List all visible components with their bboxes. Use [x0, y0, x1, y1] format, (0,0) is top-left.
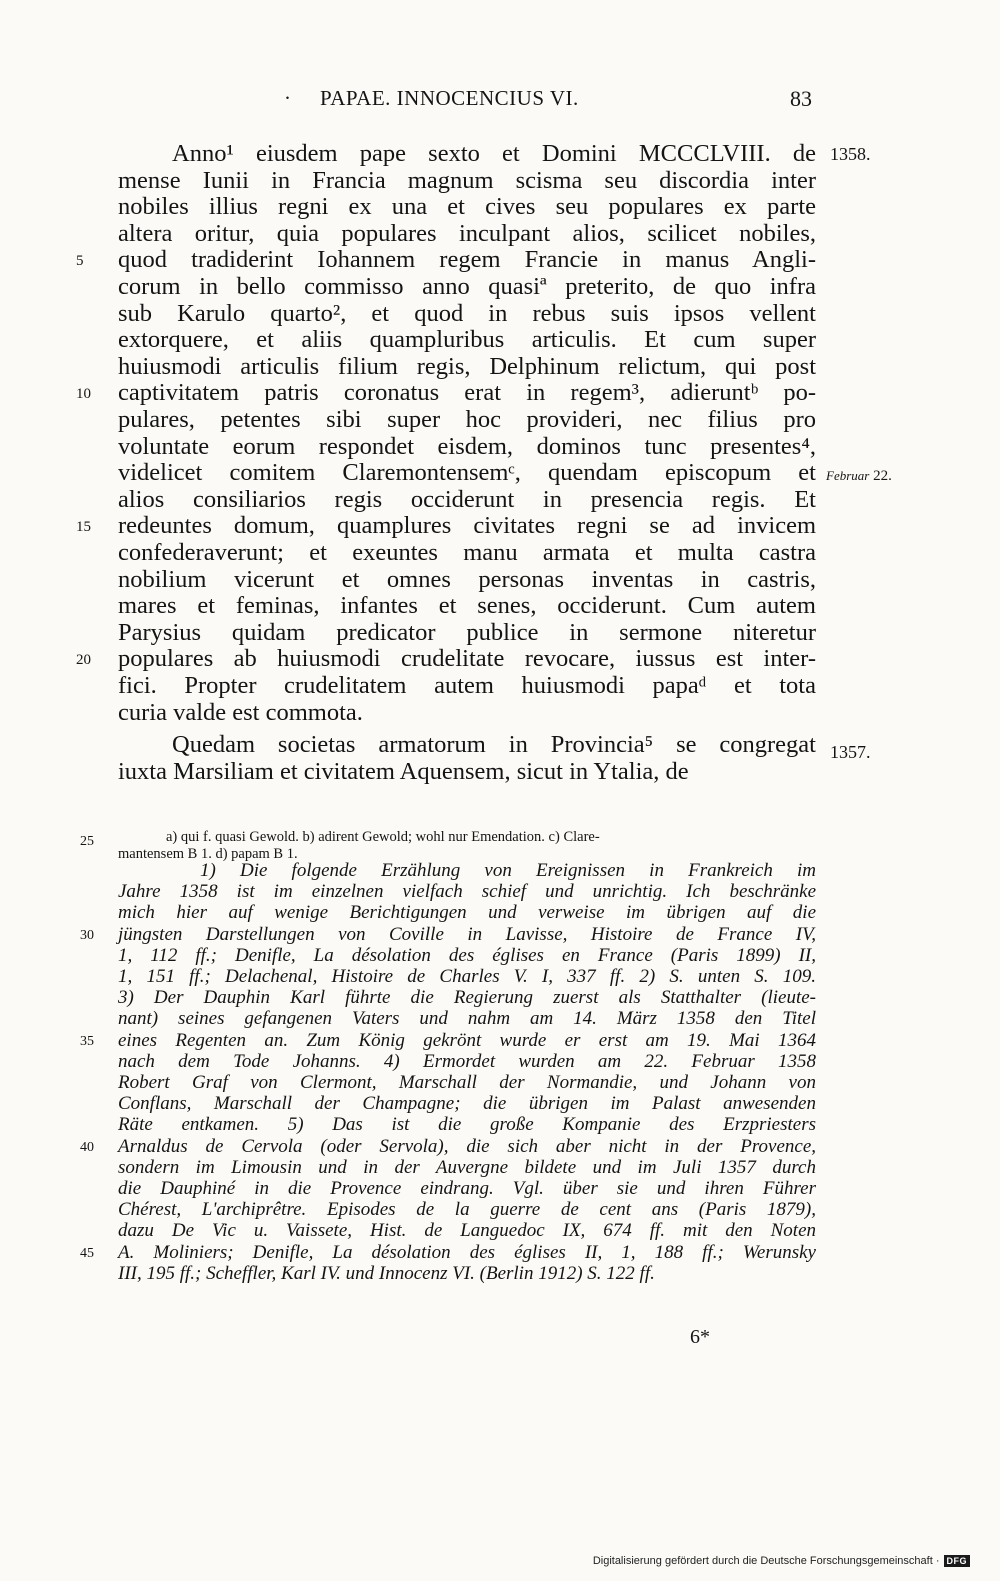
text-line: voluntate eorum respondet eisdem, dominos tunc presentes⁴, — [118, 432, 816, 460]
footnote-line: A. Moliniers; Denifle, La désolation des églises II, 1, 188 ff.; Werunsky — [118, 1241, 816, 1263]
footnote-line: jüngsten Darstellungen von Coville in Lavisse, Histoire de France IV, — [118, 923, 816, 945]
line-number: 45 — [80, 1245, 94, 1261]
footnote-line: 1) Die folgende Erzählung von Ereignissen in Frankreich im — [200, 860, 816, 881]
text-line: corum in bello commisso anno quasiª preterito, de quo infra — [118, 273, 816, 300]
footnote-line: 1, 112 ff.; Denifle, La désolation des églises en France (Paris 1899) II, — [118, 944, 816, 966]
running-header-title: PAPAE. INNOCENCIUS VI. — [320, 86, 579, 110]
footnote-line: 1, 151 ff.; Delachenal, Histoire de Charles V. I, 337 ff. 2) S. unten S. 109. — [118, 966, 816, 987]
text-line: sub Karulo quarto², et quod in rebus suis ipsos vellent — [118, 299, 816, 327]
digitization-credit — [593, 1555, 970, 1567]
footnote-line: mich hier auf wenige Berichtigungen und verweise im übrigen auf die — [118, 902, 816, 924]
text-line: quod tradiderint Iohannem regem Francie in manus Angli- — [118, 246, 816, 274]
footnote-line: eines Regenten an. Zum König gekrönt wurde er erst am 19. Mai 1364 — [118, 1029, 816, 1051]
text-line: Quedam societas armatorum in Provincia⁵ se congregat — [172, 731, 816, 759]
line-number: 20 — [76, 652, 91, 669]
footnote-line: sondern im Limousin und in der Auvergne bildete und im Juli 1357 durch — [118, 1156, 816, 1178]
line-number: 35 — [80, 1033, 94, 1049]
footnote-line: 3) Der Dauphin Karl führte die Regierung zuerst als Statthalter (lieute- — [118, 987, 816, 1009]
footnote-line: nach dem Tode Johanns. 4) Ermordet wurden am 22. Februar 1358 — [118, 1050, 816, 1072]
signature-mark: 6* — [690, 1326, 710, 1348]
footnote-line: Jahre 1358 ist im einzelnen vielfach schief und unrichtig. Ich beschränke — [118, 881, 816, 903]
line-number: 40 — [80, 1139, 94, 1155]
line-number: 5 — [76, 253, 84, 270]
margin-date-label: Februar — [826, 468, 870, 483]
footnote-line: Conflans, Marschall der Champagne; die übrigen im Palast anwesenden — [118, 1093, 816, 1115]
footnote-line: dazu De Vic u. Vaissete, Hist. de Languedoc IX, 674 ff. mit den Noten — [118, 1220, 816, 1242]
text-line: alios consiliarios regis occiderunt in presencia regis. Et — [118, 485, 816, 513]
dfg-logo: DFG — [944, 1555, 971, 1567]
text-line: fici. Propter crudelitatem autem huiusmodi papaᵈ et tota — [118, 672, 816, 699]
text-line: huiusmodi articulis filium regis, Delphinum relictum, qui post — [118, 352, 816, 380]
text-line: confederaverunt; et exeuntes manu armata et multa castra — [118, 539, 816, 566]
line-number: 30 — [80, 927, 94, 943]
text-line: Anno¹ eiusdem pape sexto et Domini MCCCLVIII. de — [172, 140, 816, 167]
text-line: captivitatem patris coronatus erat in regem³, adieruntᵇ po- — [118, 379, 816, 407]
text-line: nobiles illius regni ex una et cives seu populares ex parte — [118, 193, 816, 221]
text-line: videlicet comitem Claremontensemᶜ, quendam episcopum et — [118, 459, 816, 487]
line-number: 25 — [80, 834, 94, 849]
text-line: pulares, petentes sibi super hoc provideri, nec filius pro — [118, 406, 816, 433]
apparatus-line: mantensem B 1. d) papam B 1. — [118, 846, 298, 862]
page-number: 83 — [790, 86, 812, 111]
text-line: mares et feminas, infantes et senes, occiderunt. Cum autem — [118, 592, 816, 620]
footnote-line: Robert Graf von Clermont, Marschall der Normandie, und Johann von — [118, 1072, 816, 1093]
line-number: 15 — [76, 519, 91, 536]
text-line: nobilium vicerunt et omnes personas inventas in castris, — [118, 565, 816, 593]
margin-year-1357: 1357. — [830, 742, 871, 762]
margin-year-1358: 1358. — [830, 144, 871, 164]
header-dot: · — [284, 86, 291, 110]
text-line: altera oritur, quia populares inculpant alios, scilicet nobiles, — [118, 219, 816, 247]
text-line: mense Iunii in Francia magnum scisma seu discordia inter — [118, 166, 816, 194]
margin-date-note — [826, 468, 892, 485]
text-line: curia valde est commota. — [118, 698, 363, 726]
footnote-line: die Dauphiné in die Provence eindrang. Vgl. über sie und ihren Führer — [118, 1178, 816, 1199]
footnote-line: III, 195 ff.; Scheffler, Karl IV. und Innocenz VI. (Berlin 1912) S. 122 ff. — [118, 1262, 655, 1284]
line-number: 10 — [76, 386, 91, 403]
apparatus-line: a) qui f. quasi Gewold. b) adirent Gewold; wohl nur Emendation. c) Clare- — [166, 829, 600, 845]
footnote-line: nant) seines gefangenen Vaters und nahm am 14. März 1358 den Titel — [118, 1008, 816, 1030]
text-line: Parysius quidam predicator publice in sermone niteretur — [118, 618, 816, 646]
margin-date-day: 22. — [873, 468, 892, 484]
text-line: redeuntes domum, quamplures civitates regni se ad invicem — [118, 512, 816, 540]
footnote-line: Arnaldus de Cervola (oder Servola), die sich aber nicht in der Provence, — [118, 1135, 816, 1157]
text-line: extorquere, et aliis quampluribus articulis. Et cum super — [118, 326, 816, 354]
footnote-line: Chérest, L'archiprêtre. Episodes de la guerre de cent ans (Paris 1879), — [118, 1199, 816, 1221]
text-line: populares ab huiusmodi crudelitate revocare, iussus est inter- — [118, 645, 816, 673]
text-line: iuxta Marsiliam et civitatem Aquensem, sicut in Ytalia, de — [118, 757, 689, 785]
footnote-line: Räte entkamen. 5) Das ist die große Kompanie des Erzpriesters — [118, 1114, 816, 1136]
credit-text: Digitalisierung gefördert durch die Deutsche Forschungsgemeinschaft · — [592, 1555, 940, 1567]
